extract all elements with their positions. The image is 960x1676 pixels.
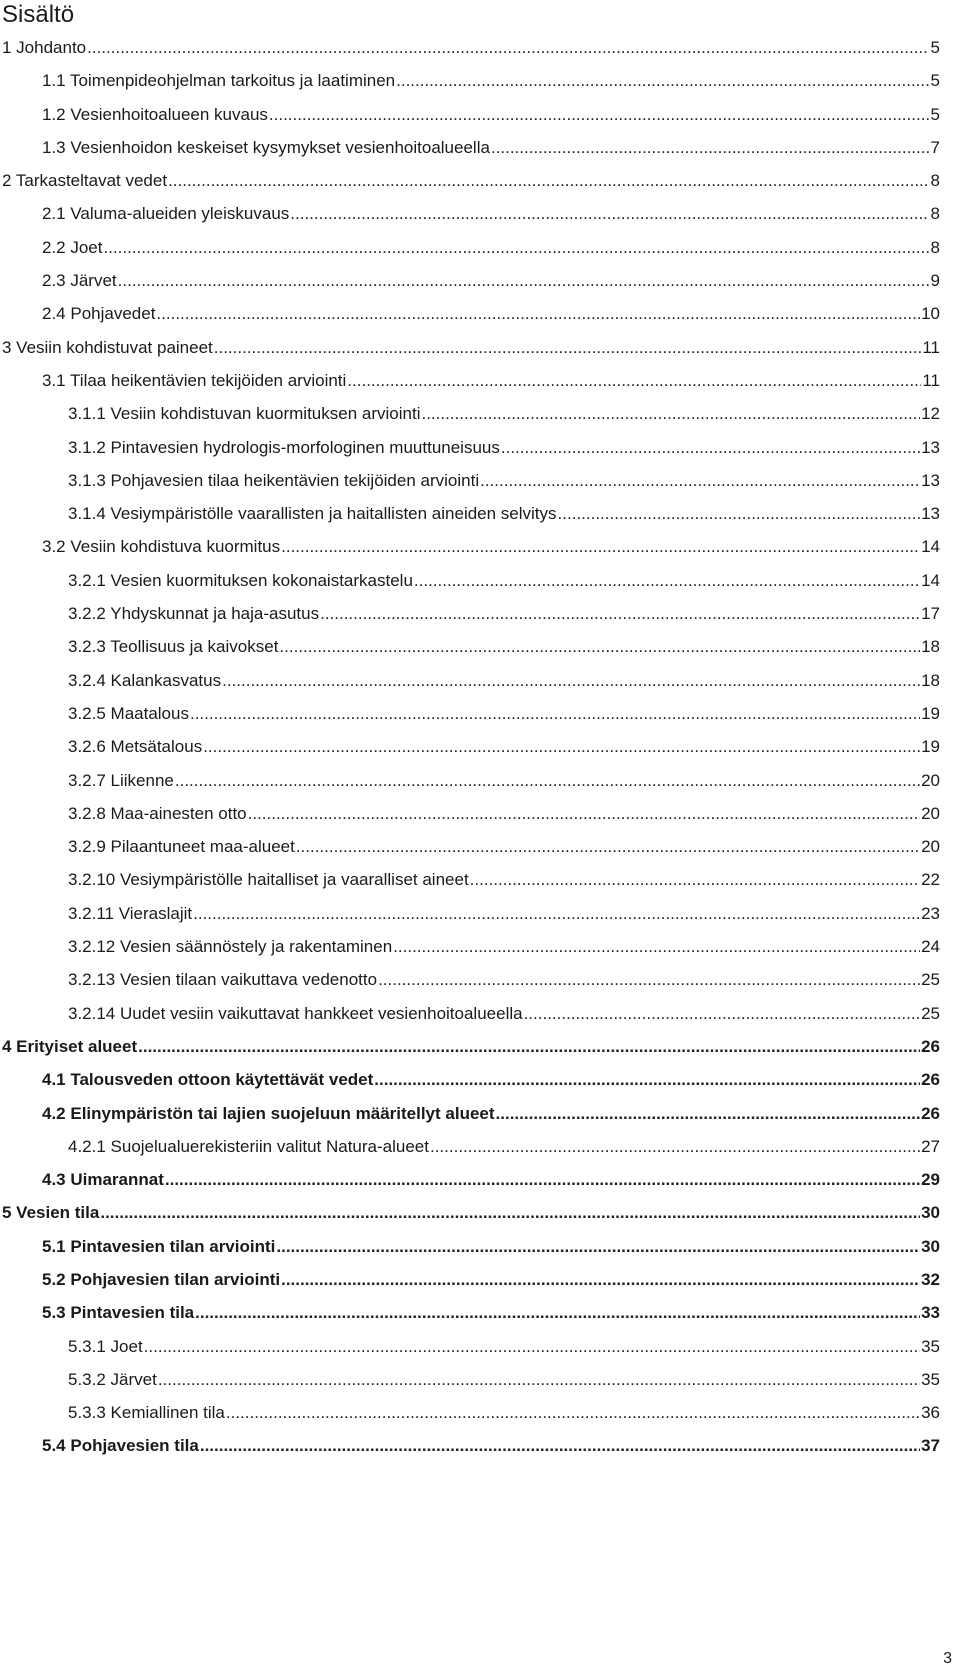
toc-entry[interactable] [0, 963, 940, 996]
toc-entry[interactable] [0, 1030, 940, 1063]
toc-entry-label: 5.3.2 Järvet [68, 1369, 157, 1389]
toc-entry-label: 3.2.9 Pilaantuneet maa-alueet [68, 837, 295, 857]
toc-entry-label: 4.2.1 Suojelualuerekisteriin valitut Natura-alueet [68, 1136, 429, 1156]
toc-entry-page-number: 13 [921, 470, 940, 490]
toc-entry[interactable] [0, 764, 940, 797]
toc-dot-leader [374, 1063, 920, 1096]
toc-entry-page-number: 23 [921, 903, 940, 923]
toc-entry[interactable] [0, 131, 940, 164]
page-number: 3 [943, 1650, 952, 1667]
toc-entry-page-number: 30 [921, 1203, 940, 1223]
toc-dot-leader [203, 730, 920, 763]
toc-entry-label: 5.4 Pohjavesien tila [42, 1436, 199, 1456]
toc-entry-label: 3.2.14 Uudet vesiin vaikuttavat hankkeet vesienhoitoalueella [68, 1003, 523, 1023]
toc-entry[interactable] [0, 1063, 940, 1096]
toc-entry-label: 3.2.3 Teollisuus ja kaivokset [68, 637, 279, 657]
toc-entry-label: 3.1.1 Vesiin kohdistuvan kuormituksen arviointi [68, 404, 421, 424]
toc-entry[interactable] [0, 1130, 940, 1163]
toc-dot-leader [281, 530, 920, 563]
toc-entry-label: 2.4 Pohjavedet [42, 304, 156, 324]
toc-entry-label: 3.2.11 Vieraslajit [68, 903, 193, 923]
toc-entry-label: 3.2.2 Yhdyskunnat ja haja-asutus [68, 604, 320, 624]
toc-entry[interactable] [0, 630, 940, 663]
toc-entry-page-number: 25 [921, 1003, 940, 1023]
toc-entry-label: 1 Johdanto [2, 38, 87, 57]
toc-entry-label: 3.1 Tilaa heikentävien tekijöiden arviointi [42, 370, 347, 390]
toc-entry-page-number: 20 [921, 837, 940, 857]
toc-entry[interactable] [0, 830, 940, 863]
toc-entry-page-number: 11 [922, 337, 940, 357]
table-of-contents [0, 31, 940, 1463]
toc-entry-page-number: 27 [921, 1136, 940, 1156]
toc-dot-leader [501, 431, 920, 464]
toc-entry-label: 5.1 Pintavesien tilan arviointi [42, 1236, 276, 1256]
toc-entry-label: 2 Tarkasteltavat vedet [2, 171, 168, 191]
toc-dot-leader [393, 930, 920, 963]
toc-dot-leader [214, 331, 922, 364]
toc-entry[interactable] [0, 231, 940, 264]
toc-entry[interactable] [0, 331, 940, 364]
toc-dot-leader [165, 1163, 920, 1196]
toc-entry-label: 3.2.1 Vesien kuormituksen kokonaistarkastelu [68, 570, 413, 590]
toc-entry-page-number: 22 [921, 870, 940, 890]
toc-entry-label: 5.3.1 Joet [68, 1336, 143, 1356]
toc-dot-leader [320, 597, 920, 630]
toc-entry[interactable] [0, 497, 940, 530]
toc-entry-label: 2.3 Järvet [42, 271, 117, 291]
toc-entry-label: 1.2 Vesienhoitoalueen kuvaus [42, 104, 268, 124]
toc-dot-leader [193, 897, 920, 930]
toc-dot-leader [222, 664, 920, 697]
toc-entry[interactable] [0, 1429, 940, 1462]
toc-entry[interactable] [0, 98, 940, 131]
toc-dot-leader [281, 1263, 920, 1296]
toc-dot-leader [200, 1429, 920, 1462]
toc-entry[interactable] [0, 863, 940, 896]
toc-entry-label: 3.2.12 Vesien säännöstely ja rakentaminen [68, 937, 393, 957]
toc-dot-leader [378, 963, 920, 996]
toc-entry-label: 5.3.3 Kemiallinen tila [68, 1403, 225, 1423]
toc-entry[interactable] [0, 431, 940, 464]
toc-entry-page-number: 26 [921, 1070, 940, 1090]
toc-entry-label: 5.3 Pintavesien tila [42, 1303, 195, 1323]
toc-dot-leader [104, 231, 930, 264]
toc-entry[interactable] [0, 1330, 940, 1363]
toc-entry-label: 4 Erityiset alueet [2, 1036, 138, 1056]
toc-entry-page-number: 5 [930, 71, 940, 91]
toc-entry-page-number: 17 [921, 604, 940, 624]
toc-dot-leader [296, 830, 920, 863]
toc-entry[interactable] [0, 697, 940, 730]
toc-entry-page-number: 9 [930, 271, 940, 291]
toc-entry-page-number: 36 [921, 1403, 940, 1423]
toc-entry[interactable] [0, 364, 940, 397]
toc-entry-page-number: 20 [921, 803, 940, 823]
toc-dot-leader [158, 1363, 920, 1396]
toc-entry-page-number: 10 [921, 304, 940, 324]
toc-dot-leader [269, 98, 929, 131]
toc-entry[interactable] [0, 997, 940, 1030]
toc-entry[interactable] [0, 530, 940, 563]
toc-entry-page-number: 35 [921, 1336, 940, 1356]
toc-dot-leader [138, 1030, 920, 1063]
toc-dot-leader [118, 264, 929, 297]
toc-entry[interactable] [0, 1196, 940, 1229]
toc-dot-leader [195, 1296, 920, 1329]
toc-entry[interactable] [0, 1296, 940, 1329]
toc-dot-leader [496, 1097, 921, 1130]
toc-entry[interactable] [0, 197, 940, 230]
toc-entry[interactable] [0, 31, 940, 64]
toc-entry-label: 2.2 Joet [42, 237, 103, 257]
toc-dot-leader [480, 464, 920, 497]
toc-dot-leader [100, 1196, 920, 1229]
toc-dot-leader [470, 863, 920, 896]
toc-entry[interactable] [0, 664, 940, 697]
toc-entry-label: 4.3 Uimarannat [42, 1170, 164, 1190]
toc-entry-page-number: 33 [921, 1303, 940, 1323]
toc-entry[interactable] [0, 464, 940, 497]
toc-entry-page-number: 7 [930, 137, 940, 157]
toc-entry-label: 3 Vesiin kohdistuvat paineet [2, 337, 213, 357]
toc-dot-leader [347, 364, 921, 397]
toc-entry-page-number: 30 [921, 1236, 940, 1256]
toc-entry-page-number: 25 [921, 970, 940, 990]
toc-entry[interactable] [0, 1363, 940, 1396]
toc-entry-page-number: 11 [922, 370, 940, 390]
toc-entry-page-number: 18 [921, 637, 940, 657]
toc-entry-page-number: 24 [921, 937, 940, 957]
toc-dot-leader [430, 1130, 920, 1163]
toc-entry-label: 2.1 Valuma-alueiden yleiskuvaus [42, 204, 290, 224]
toc-entry-page-number: 12 [921, 404, 940, 424]
toc-dot-leader [414, 564, 920, 597]
toc-dot-leader [248, 797, 920, 830]
toc-entry-page-number: 18 [921, 670, 940, 690]
toc-entry[interactable] [0, 897, 940, 930]
toc-entry-page-number: 26 [921, 1103, 940, 1123]
toc-entry-label: 3.1.3 Pohjavesien tilaa heikentävien tekijöiden arviointi [68, 470, 480, 490]
toc-entry-page-number: 13 [921, 504, 940, 524]
toc-entry[interactable] [0, 397, 940, 430]
toc-entry[interactable] [0, 597, 940, 630]
toc-entry-label: 5 Vesien tila [2, 1203, 100, 1223]
toc-entry-label: 1.3 Vesienhoidon keskeiset kysymykset vesienhoitoalueella [42, 137, 490, 157]
toc-entry[interactable] [0, 264, 940, 297]
toc-entry[interactable] [0, 1396, 940, 1429]
toc-entry-page-number: 8 [930, 237, 940, 257]
toc-entry[interactable] [0, 297, 940, 330]
toc-dot-leader [279, 630, 920, 663]
toc-title: Sisältö [2, 1, 75, 28]
toc-dot-leader [144, 1330, 920, 1363]
toc-dot-leader [156, 297, 920, 330]
toc-entry[interactable] [0, 1230, 940, 1263]
toc-entry-label: 3.2.6 Metsätalous [68, 737, 203, 757]
toc-dot-leader [190, 697, 920, 730]
toc-entry[interactable] [0, 1163, 940, 1196]
toc-entry-label: 3.2.5 Maatalous [68, 703, 189, 723]
toc-entry-label: 4.1 Talousveden ottoon käytettävät vedet [42, 1070, 374, 1090]
toc-entry-label: 3.2.4 Kalankasvatus [68, 670, 222, 690]
toc-entry-page-number: 26 [921, 1036, 940, 1056]
toc-entry-page-number: 19 [921, 703, 940, 723]
toc-entry-page-number: 29 [921, 1170, 940, 1190]
toc-dot-leader [421, 397, 920, 430]
toc-entry-page-number: 19 [921, 737, 940, 757]
toc-dot-leader [396, 64, 929, 97]
toc-dot-leader [87, 31, 929, 64]
toc-entry[interactable] [0, 164, 940, 197]
toc-entry-page-number: 14 [921, 570, 940, 590]
toc-dot-leader [491, 131, 929, 164]
toc-entry[interactable] [0, 1097, 940, 1130]
toc-entry-page-number: 5 [930, 104, 940, 124]
toc-entry-page-number: 8 [930, 204, 940, 224]
toc-entry-page-number: 14 [921, 537, 940, 557]
toc-dot-leader [276, 1230, 920, 1263]
toc-entry-label: 4.2 Elinympäristön tai lajien suojeluun määritellyt alueet [42, 1103, 495, 1123]
toc-entry[interactable] [0, 730, 940, 763]
toc-entry-label: 3.2.7 Liikenne [68, 770, 174, 790]
toc-entry-page-number: 5 [930, 38, 940, 57]
toc-entry-page-number: 20 [921, 770, 940, 790]
toc-entry[interactable] [0, 797, 940, 830]
toc-entry-label: 1.1 Toimenpideohjelman tarkoitus ja laatiminen [42, 71, 396, 91]
toc-dot-leader [175, 764, 920, 797]
toc-entry-label: 3.2.10 Vesiympäristölle haitalliset ja vaaralliset aineet [68, 870, 469, 890]
toc-dot-leader [524, 997, 921, 1030]
toc-entry-label: 5.2 Pohjavesien tilan arviointi [42, 1269, 281, 1289]
toc-entry[interactable] [0, 930, 940, 963]
toc-entry-label: 3.2 Vesiin kohdistuva kuormitus [42, 537, 281, 557]
toc-entry[interactable] [0, 564, 940, 597]
toc-dot-leader [226, 1396, 920, 1429]
toc-entry-page-number: 13 [921, 437, 940, 457]
toc-entry-page-number: 37 [921, 1436, 940, 1456]
toc-entry-label: 3.1.2 Pintavesien hydrologis-morfologinen muuttuneisuus [68, 437, 500, 457]
toc-entry[interactable] [0, 1263, 940, 1296]
toc-entry[interactable] [0, 64, 940, 97]
toc-dot-leader [558, 497, 921, 530]
toc-entry-page-number: 32 [921, 1269, 940, 1289]
toc-dot-leader [168, 164, 929, 197]
toc-dot-leader [290, 197, 929, 230]
toc-entry-label: 3.2.8 Maa-ainesten otto [68, 803, 247, 823]
toc-entry-page-number: 35 [921, 1369, 940, 1389]
toc-entry-label: 3.1.4 Vesiympäristölle vaarallisten ja haitallisten aineiden selvitys [68, 504, 557, 524]
toc-entry-label: 3.2.13 Vesien tilaan vaikuttava vedenotto [68, 970, 378, 990]
toc-entry-page-number: 8 [930, 171, 940, 191]
